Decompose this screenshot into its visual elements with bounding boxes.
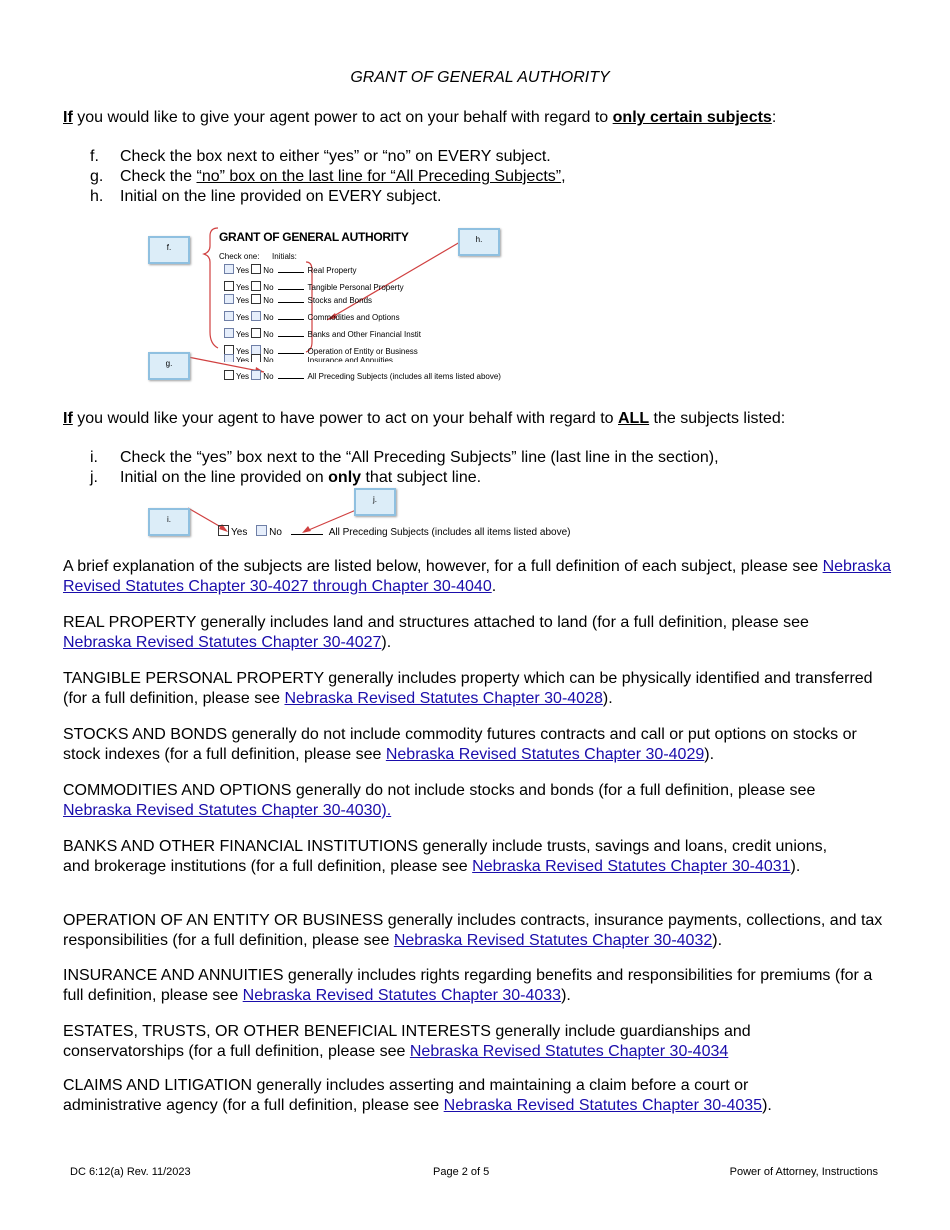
figure-row xyxy=(224,281,404,293)
callout-j: j. xyxy=(354,488,396,516)
subject-text: ESTATES, TRUSTS, OR OTHER BENEFICIAL INTERESTS generally include guardianships and conservatorships (for a full definition, please see xyxy=(63,1023,751,1060)
initials-line xyxy=(278,345,304,354)
intro-if: If xyxy=(63,109,73,126)
statute-link[interactable]: Nebraska Revised Statutes Chapter 30-4034 xyxy=(409,1043,729,1060)
subject-text: OPERATION OF AN ENTITY OR BUSINESS generally includes contracts, insurance payments, collections, and tax responsibilities (for a full definition, please see xyxy=(63,912,883,949)
callout-f: f. xyxy=(148,236,190,264)
intro-if: If xyxy=(63,410,73,427)
list-marker: j. xyxy=(90,469,98,486)
intro-end: : xyxy=(771,109,777,126)
no-checkbox xyxy=(251,328,261,338)
yes-checkbox xyxy=(224,328,234,338)
subject-text: TANGIBLE PERSONAL PROPERTY generally includes property which can be physically identified and transferred (for a full definition, please see xyxy=(63,670,873,707)
row-label: Stocks and Bonds xyxy=(307,296,373,305)
no-label: No xyxy=(269,527,282,538)
no-label: No xyxy=(263,313,274,322)
list-text: that subject line. xyxy=(361,469,482,486)
no-checkbox xyxy=(251,281,261,291)
yes-label: Yes xyxy=(236,372,250,381)
subject-text: CLAIMS AND LITIGATION generally includes asserting and maintaining a claim before a court or administrative agency (for a full definition, please see xyxy=(63,1077,749,1114)
intro-text: you would like your agent to have power to act on your behalf with regard to xyxy=(72,410,618,427)
statute-link[interactable]: Nebraska Revised Statutes Chapter 30-4035 xyxy=(443,1097,763,1114)
no-label: No xyxy=(263,330,274,339)
statute-link[interactable]: Nebraska Revised Statutes Chapter 30-4029 xyxy=(385,746,705,763)
yes-label: Yes xyxy=(236,313,250,322)
footer-document-title: Power of Attorney, Instructions xyxy=(729,1166,878,1178)
yes-checkbox xyxy=(218,525,229,536)
subject-paragraph xyxy=(63,613,843,653)
no-checkbox xyxy=(256,525,267,536)
subject-text: INSURANCE AND ANNUITIES generally includes rights regarding benefits and responsibilities for premiums (for a full definition, please see xyxy=(63,967,873,1004)
subject-end: ). xyxy=(712,932,723,949)
subject-text: STOCKS AND BONDS generally do not include commodity futures contracts and call or put options on stocks or stock indexes (for a full definition, please see xyxy=(63,726,857,763)
page-title: GRANT OF GENERAL AUTHORITY xyxy=(350,69,610,86)
list-item xyxy=(90,187,441,207)
yes-checkbox xyxy=(224,311,234,321)
yes-label: Yes xyxy=(236,296,250,305)
statute-link[interactable]: Nebraska Revised Statutes Chapter 30-4028 xyxy=(284,690,603,707)
no-label: No xyxy=(263,347,274,356)
list-text-bold: only xyxy=(328,469,362,486)
row-label: Operation of Entity or Business xyxy=(307,347,418,356)
subject-paragraph xyxy=(63,966,893,1006)
yes-label: Yes xyxy=(236,283,250,292)
list-marker: i. xyxy=(90,449,98,466)
list-text: Check the box next to either “yes” or “no” on EVERY subject. xyxy=(120,148,551,165)
list-text-underlined: “no” box on the last line for “All Preceding Subjects” xyxy=(196,168,562,185)
row-label: All Preceding Subjects (includes all items listed above) xyxy=(328,527,571,538)
row-label: Tangible Personal Property xyxy=(307,283,404,292)
subject-end: ). xyxy=(561,987,571,1004)
no-checkbox xyxy=(251,354,261,362)
figure-row xyxy=(224,354,393,362)
brief-text: A brief explanation of the subjects are listed below, however, for a full definition of each subject, please see xyxy=(63,558,823,575)
list-item xyxy=(90,167,566,187)
subject-paragraph xyxy=(63,1076,843,1116)
yes-checkbox xyxy=(224,264,234,274)
subject-paragraph xyxy=(63,911,893,951)
section2-intro xyxy=(63,409,893,429)
statute-link[interactable]: Nebraska Revised Statutes Chapter 30-4033 xyxy=(242,987,562,1004)
figure-row xyxy=(224,328,421,340)
list-text: Initial on the line provided on EVERY subject. xyxy=(120,188,442,205)
row-label: Commodities and Options xyxy=(307,313,400,322)
row-label: Insurance and Annuities xyxy=(307,356,393,362)
row-label: Real Property xyxy=(307,266,357,275)
brief-explanation xyxy=(63,557,893,597)
footer-form-number: DC 6:12(a) Rev. 11/2023 xyxy=(70,1166,191,1178)
subject-text: COMMODITIES AND OPTIONS generally do not include stocks and bonds (for a full definition, please see xyxy=(63,782,816,799)
initials-label: Initials: xyxy=(272,252,297,261)
subject-paragraph xyxy=(63,1022,823,1062)
subject-end: ). xyxy=(602,690,613,707)
yes-label: Yes xyxy=(231,527,248,538)
no-checkbox xyxy=(251,370,261,380)
no-checkbox xyxy=(251,294,261,304)
initials-line xyxy=(278,294,304,303)
list-text: Initial on the line provided on xyxy=(120,469,329,486)
figure-heading: GRANT OF GENERAL AUTHORITY xyxy=(219,230,409,244)
yes-checkbox xyxy=(224,354,234,362)
list-text: Check the xyxy=(120,168,197,185)
grant-authority-figure xyxy=(140,222,520,392)
statute-link[interactable]: Nebraska Revised Statutes Chapter 30-4027 through Chapter 30-4040 xyxy=(63,558,892,595)
intro-text: you would like to give your agent power to act on your behalf with regard to xyxy=(72,109,613,126)
row-label: Banks and Other Financial Instit xyxy=(307,330,421,339)
initials-line xyxy=(278,355,304,362)
all-subjects-figure xyxy=(140,486,580,542)
no-label: No xyxy=(263,356,274,362)
subject-text: BANKS AND OTHER FINANCIAL INSTITUTIONS generally include trusts, savings and loans, credit unions, and brokerage institutions (for a full definition, please see xyxy=(63,838,828,875)
yes-checkbox xyxy=(224,370,234,380)
initials-line xyxy=(291,525,323,535)
no-label: No xyxy=(263,283,274,292)
callout-i: i. xyxy=(148,508,190,536)
section1-intro xyxy=(63,108,893,128)
figure-row xyxy=(224,370,501,382)
row-label: All Preceding Subjects (includes all items listed above) xyxy=(307,372,501,381)
intro-end: the subjects listed: xyxy=(649,410,786,427)
initials-line xyxy=(278,370,304,379)
no-label: No xyxy=(263,266,274,275)
subject-paragraph xyxy=(63,669,893,709)
callout-h: h. xyxy=(458,228,500,256)
initials-line xyxy=(278,311,304,320)
statute-link[interactable]: Nebraska Revised Statutes Chapter 30-4030). xyxy=(63,802,392,819)
yes-checkbox xyxy=(224,294,234,304)
statute-link[interactable]: Nebraska Revised Statutes Chapter 30-4032 xyxy=(393,932,713,949)
initials-line xyxy=(278,281,304,290)
subject-text: REAL PROPERTY generally includes land and structures attached to land (for a full definition, please see xyxy=(63,614,809,631)
subject-end: ). xyxy=(762,1097,772,1114)
figure-row xyxy=(224,294,372,306)
subject-end: ). xyxy=(381,634,392,651)
list-marker: g. xyxy=(90,168,104,185)
check-one-label: Check one: xyxy=(219,252,260,261)
list-marker: h. xyxy=(90,188,104,205)
statute-link[interactable]: Nebraska Revised Statutes Chapter 30-4031 xyxy=(472,858,791,875)
initials-line xyxy=(278,264,304,273)
no-checkbox xyxy=(251,311,261,321)
subject-paragraph xyxy=(63,837,853,877)
subject-paragraph xyxy=(63,725,863,765)
intro-emphasis: only certain subjects xyxy=(612,109,772,126)
figure-row xyxy=(224,264,356,276)
list-item xyxy=(90,147,551,167)
subject-end: ). xyxy=(790,858,801,875)
yes-label: Yes xyxy=(236,266,250,275)
yes-label: Yes xyxy=(236,356,250,362)
list-item xyxy=(90,468,481,488)
yes-label: Yes xyxy=(236,330,250,339)
intro-emphasis: ALL xyxy=(618,410,650,427)
subject-end: ). xyxy=(704,746,715,763)
brief-end: . xyxy=(491,578,497,595)
footer-page-number: Page 2 of 5 xyxy=(433,1166,490,1178)
subject-paragraph xyxy=(63,781,843,821)
yes-checkbox xyxy=(224,281,234,291)
list-text: Check the “yes” box next to the “All Preceding Subjects” line (last line in the section), xyxy=(120,449,719,466)
all-subjects-row xyxy=(218,525,570,538)
list-marker: f. xyxy=(90,148,99,165)
yes-label: Yes xyxy=(236,347,250,356)
initials-line xyxy=(278,328,304,337)
no-label: No xyxy=(263,296,274,305)
callout-g: g. xyxy=(148,352,190,380)
figure-row xyxy=(224,311,400,323)
no-label: No xyxy=(263,372,274,381)
statute-link[interactable]: Nebraska Revised Statutes Chapter 30-4027 xyxy=(63,634,382,651)
list-text: , xyxy=(561,168,566,185)
list-item xyxy=(90,448,719,468)
no-checkbox xyxy=(251,264,261,274)
